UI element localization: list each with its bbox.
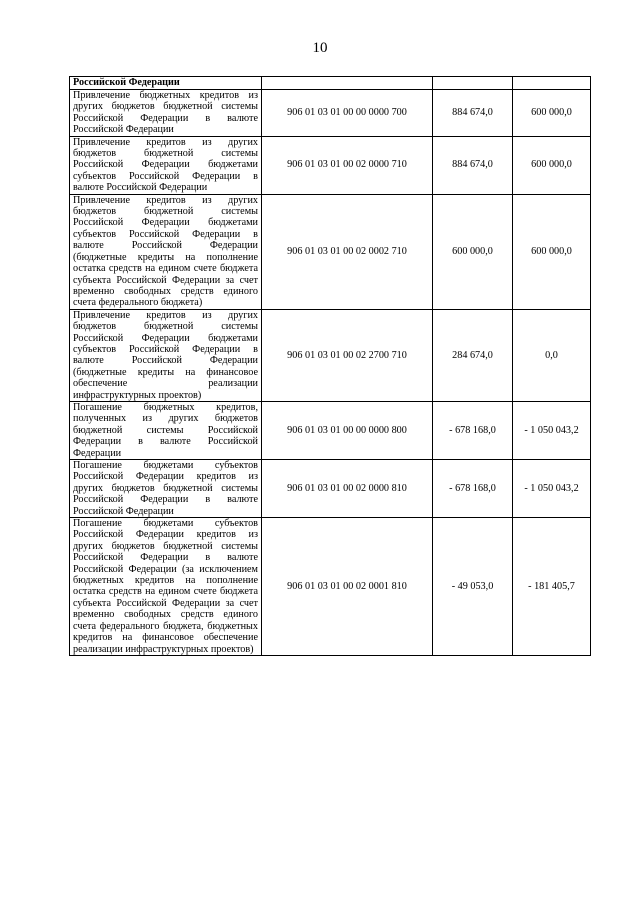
table-row <box>70 136 591 194</box>
row-value-2-cell: 600 000,0 <box>513 136 591 194</box>
table-row <box>70 77 591 90</box>
row-value-1-cell: - 678 168,0 <box>433 401 513 459</box>
row-code-cell: 906 01 03 01 00 00 0000 800 <box>262 401 433 459</box>
row-value-1-cell: - 678 168,0 <box>433 460 513 518</box>
budget-sources-table <box>69 76 591 656</box>
row-name-cell: Погашение бюджетами субъектов Российской Федерации кредитов из других бюджетов бюджетной системы Российской Федерации в валюте Российской Федерации <box>70 460 262 518</box>
row-name-cell: Погашение бюджетных кредитов, полученных из других бюджетов бюджетной системы Российской Федерации в валюте Российской Федерации <box>70 401 262 459</box>
table-row <box>70 90 591 137</box>
row-name-cell: Привлечение кредитов из других бюджетов бюджетной системы Российской Федерации бюджетами субъектов Российской Федерации в валюте Российской Федерации <box>70 136 262 194</box>
table-row <box>70 309 591 401</box>
table-row <box>70 518 591 656</box>
row-code-cell <box>262 77 433 90</box>
row-value-1-cell: - 49 053,0 <box>433 518 513 656</box>
table-row <box>70 460 591 518</box>
row-name-cell: Погашение бюджетами субъектов Российской Федерации кредитов из других бюджетов бюджетной системы Российской Федерации в валюте Российской Федерации (за исключением бюджетных кредитов на пополнение остатка средств на едином счете бюджета субъекта Российской Федерации за счет временно свободных средств единого счета федерального бюджета, бюджетных кредитов на финансовое обеспечение реализации инфраструктурных проектов) <box>70 518 262 656</box>
row-name-cell: Российской Федерации <box>70 77 262 90</box>
table-row <box>70 194 591 309</box>
row-name-cell: Привлечение бюджетных кредитов из других бюджетов бюджетной системы Российской Федерации в валюте Российской Федерации <box>70 90 262 137</box>
row-value-1-cell: 884 674,0 <box>433 90 513 137</box>
row-code-cell: 906 01 03 01 00 02 0000 710 <box>262 136 433 194</box>
row-value-2-cell: 0,0 <box>513 309 591 401</box>
row-code-cell: 906 01 03 01 00 02 0000 810 <box>262 460 433 518</box>
row-value-2-cell <box>513 77 591 90</box>
row-value-1-cell: 284 674,0 <box>433 309 513 401</box>
row-value-2-cell: 600 000,0 <box>513 90 591 137</box>
page-number: 10 <box>312 40 328 56</box>
row-value-1-cell: 884 674,0 <box>433 136 513 194</box>
row-value-2-cell: - 1 050 043,2 <box>513 460 591 518</box>
row-code-cell: 906 01 03 01 00 02 2700 710 <box>262 309 433 401</box>
row-value-2-cell: - 181 405,7 <box>513 518 591 656</box>
table-row <box>70 401 591 459</box>
row-value-2-cell: 600 000,0 <box>513 194 591 309</box>
row-name-cell: Привлечение кредитов из других бюджетов бюджетной системы Российской Федерации бюджетами субъектов Российской Федерации в валюте Российской Федерации (бюджетные кредиты на пополнение остатка средств на едином счете бюджета субъекта Российской Федерации за счет временно свободных средств единого счета федерального бюджета) <box>70 194 262 309</box>
row-value-1-cell <box>433 77 513 90</box>
row-value-1-cell: 600 000,0 <box>433 194 513 309</box>
row-value-2-cell: - 1 050 043,2 <box>513 401 591 459</box>
row-code-cell: 906 01 03 01 00 02 0002 710 <box>262 194 433 309</box>
row-code-cell: 906 01 03 01 00 02 0001 810 <box>262 518 433 656</box>
row-code-cell: 906 01 03 01 00 00 0000 700 <box>262 90 433 137</box>
row-name-cell: Привлечение кредитов из других бюджетов бюджетной системы Российской Федерации бюджетами субъектов Российской Федерации в валюте Российской Федерации (бюджетные кредиты на финансовое обеспечение реализации инфраструктурных проектов) <box>70 309 262 401</box>
